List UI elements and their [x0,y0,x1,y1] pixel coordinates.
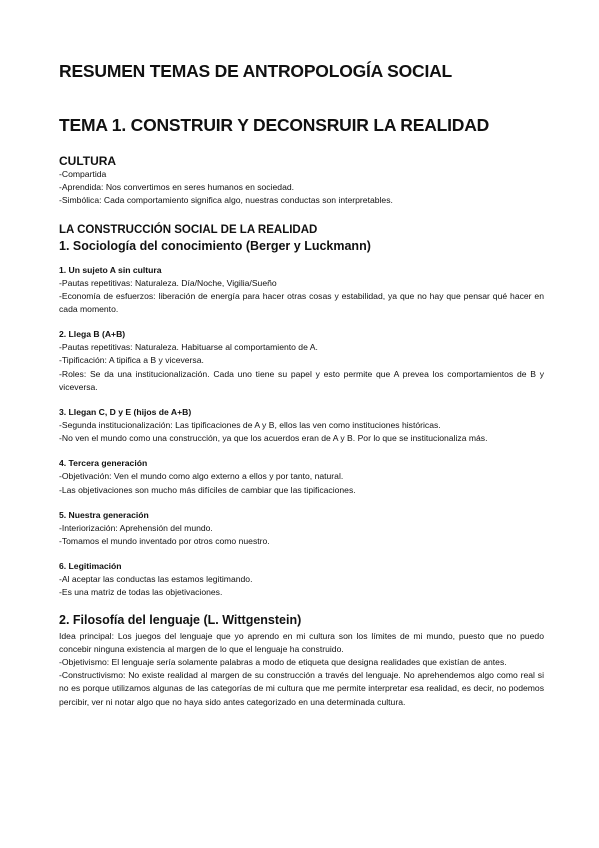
filosofia-heading: 2. Filosofía del lenguaje (L. Wittgenstein) [59,612,302,627]
item-line: -Segunda institucionalización: Las tipificaciones de A y B, ellos las ven como instituciones históricas. [59,420,441,431]
sociologia-heading: 1. Sociología del conocimiento (Berger y Luckmann) [59,238,371,253]
tema-title: TEMA 1. CONSTRUIR Y DECONSRUIR LA REALIDAD [59,115,490,135]
cultura-line: -Simbólica: Cada comportamiento significa algo, nuestras conductas son interpretables. [59,195,393,206]
filosofia-line: -Objetivismo: El lenguaje sería solamente palabras a modo de etiqueta que designa realidades que existían de antes. [59,657,507,668]
list-item [59,457,544,496]
list-item [59,264,544,317]
item-line: -Las objetivaciones son mucho más difíciles de cambiar que las tipificaciones. [59,484,356,495]
item-line: -Tipificación: A tipifica a B y viceversa. [59,355,204,366]
item-line: -Economía de esfuerzos: liberación de energía para hacer otras cosas y estabilidad, ya que no hay que pensar qué hacer en cada momento. [59,290,544,315]
list-item [59,328,544,394]
list-item [59,560,544,599]
list-item [59,509,544,548]
cultura-section [59,154,544,208]
item-line: -Pautas repetitivas: Naturaleza. Habituarse al comportamiento de A. [59,342,318,353]
item-line: -Roles: Se da una institucionalización. Cada uno tiene su papel y esto permite que A prevea los comportamientos de B y viceversa. [59,368,544,392]
construccion-section [59,223,544,600]
item-line: -Al aceptar las conductas las estamos legitimando. [59,574,253,585]
construccion-heading: LA CONSTRUCCIÓN SOCIAL DE LA REALIDAD [59,223,318,236]
item-line: -Objetivación: Ven el mundo como algo externo a ellos y por tanto, natural. [59,471,344,482]
filosofia-line: Idea principal: Los juegos del lenguaje que yo aprendo en mi cultura son los límites de mi mundo, puesto que no puedo concebir ninguna existencia al margen de lo que el lenguaje ha construido. [59,630,544,654]
item-line: -No ven el mundo como una construcción, ya que los acuerdos eran de A y B. Por lo que se institucionaliza más. [59,433,488,444]
item-title: 1. Un sujeto A sin cultura [59,264,162,275]
document-title: RESUMEN TEMAS DE ANTROPOLOGÍA SOCIAL [59,61,453,81]
list-item [59,406,544,445]
item-title: 2. Llega B (A+B) [59,329,126,340]
cultura-heading: CULTURA [59,154,117,168]
filosofia-line: -Constructivismo: No existe realidad al margen de su construcción a través del lenguaje. No aprehendemos algo como real si no es porque utilizamos algunas de las categorías de mi cultura que me permite interpretar esa realidad, es decir, no podemos percibir, ver ni notar algo que no haya sido antes categorizado en una determinada cultura. [59,670,544,707]
document-page [59,60,544,709]
item-line: -Pautas repetitivas: Naturaleza. Día/Noche, Vigilia/Sueño [59,277,277,288]
item-title: 4. Tercera generación [59,458,148,469]
item-line: -Interiorización: Aprehensión del mundo. [59,522,213,533]
filosofia-section [59,612,544,709]
cultura-line: -Compartida [59,169,107,179]
item-title: 6. Legitimación [59,561,122,572]
item-line: -Tomamos el mundo inventado por otros como nuestro. [59,536,270,547]
item-title: 5. Nuestra generación [59,509,149,520]
cultura-line: -Aprendida: Nos convertimos en seres humanos en sociedad. [59,182,295,193]
item-title: 3. Llegan C, D y E (hijos de A+B) [59,407,192,418]
item-line: -Es una matriz de todas las objetivaciones. [59,587,223,598]
